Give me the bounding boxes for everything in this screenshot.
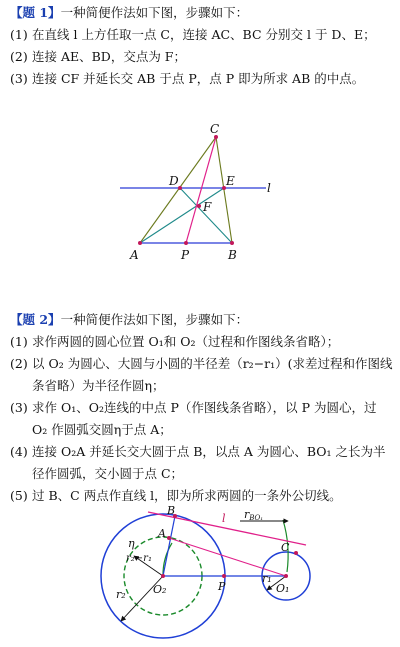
label-eta: η (128, 537, 135, 550)
problem-2-intro: 一种简便作法如下图，步骤如下： (60, 312, 249, 327)
label-p: P (218, 580, 226, 593)
problem-1-tag: 【题 1】 (10, 5, 61, 20)
step-text: 以 O₂ 为圆心、大圆与小圆的半径差（r₂−r₁）(求差过程和作图线条省略）为半径作圆η； (32, 356, 393, 393)
step-number: (1) (10, 334, 28, 349)
label-c: C (281, 541, 290, 554)
step-text: 在直线 l 上方任取一点 C，连接 AC、BC 分别交 l 于 D、E； (32, 27, 376, 42)
label-a: A (130, 248, 139, 262)
segment-o2-b (163, 516, 175, 576)
label-a: A (158, 527, 166, 540)
point-c (294, 551, 298, 555)
step-number: (2) (10, 49, 28, 64)
label-p: P (181, 248, 190, 262)
step-text: 求作两圆的圆心位置 O₁和 O₂（过程和作图线条省略）； (32, 334, 340, 349)
label-o2: O₂ (153, 583, 167, 596)
step-text: 过 B、C 两点作直线 l，即为所求两圆的一条外公切线。 (32, 488, 342, 503)
label-r2-minus-r1: r₂−r₁ (126, 553, 152, 564)
label-e: E (226, 174, 235, 188)
point-a (167, 536, 171, 540)
figure-2-points (161, 514, 298, 578)
label-b: B (228, 248, 237, 262)
label-c: C (210, 122, 220, 136)
step-number: (2) (10, 356, 28, 371)
label-r2: r₂ (116, 588, 126, 601)
label-l: l (267, 181, 271, 195)
label-r-bo1: rBO₁ (244, 508, 264, 522)
label-r1: r₁ (262, 572, 272, 585)
step-number: (3) (10, 71, 28, 86)
point-p (222, 574, 226, 578)
label-d: D (169, 174, 179, 188)
step-number: (3) (10, 400, 28, 415)
step-text: 连接 O₂A 并延长交大圆于点 B，以点 A 为圆心、BO₁ 之长为半径作圆弧，交小圆于点 C； (32, 444, 386, 481)
problem-2-tag: 【题 2】 (10, 312, 61, 327)
label-l: l (222, 512, 226, 525)
segment-a-o1 (169, 538, 286, 576)
point-o1 (284, 574, 288, 578)
step-text: 连接 CF 并延长交 AB 于点 P，点 P 即为所求 AB 的中点。 (32, 71, 365, 86)
step-number: (5) (10, 488, 28, 503)
step-number: (1) (10, 27, 28, 42)
label-f: F (203, 200, 212, 214)
step-number: (4) (10, 444, 28, 459)
label-b: B (167, 504, 176, 517)
step-text: 连接 AE、BD，交点为 F； (32, 49, 186, 64)
step-text: 求作 O₁、O₂连线的中点 P（作图线条省略），以 P 为圆心，过 O₂ 作圆弧交圆η于点 A； (32, 400, 377, 437)
label-o1: O₁ (276, 582, 290, 595)
point-o2 (161, 574, 165, 578)
problem-1-intro: 一种简便作法如下图，步骤如下： (60, 5, 249, 20)
